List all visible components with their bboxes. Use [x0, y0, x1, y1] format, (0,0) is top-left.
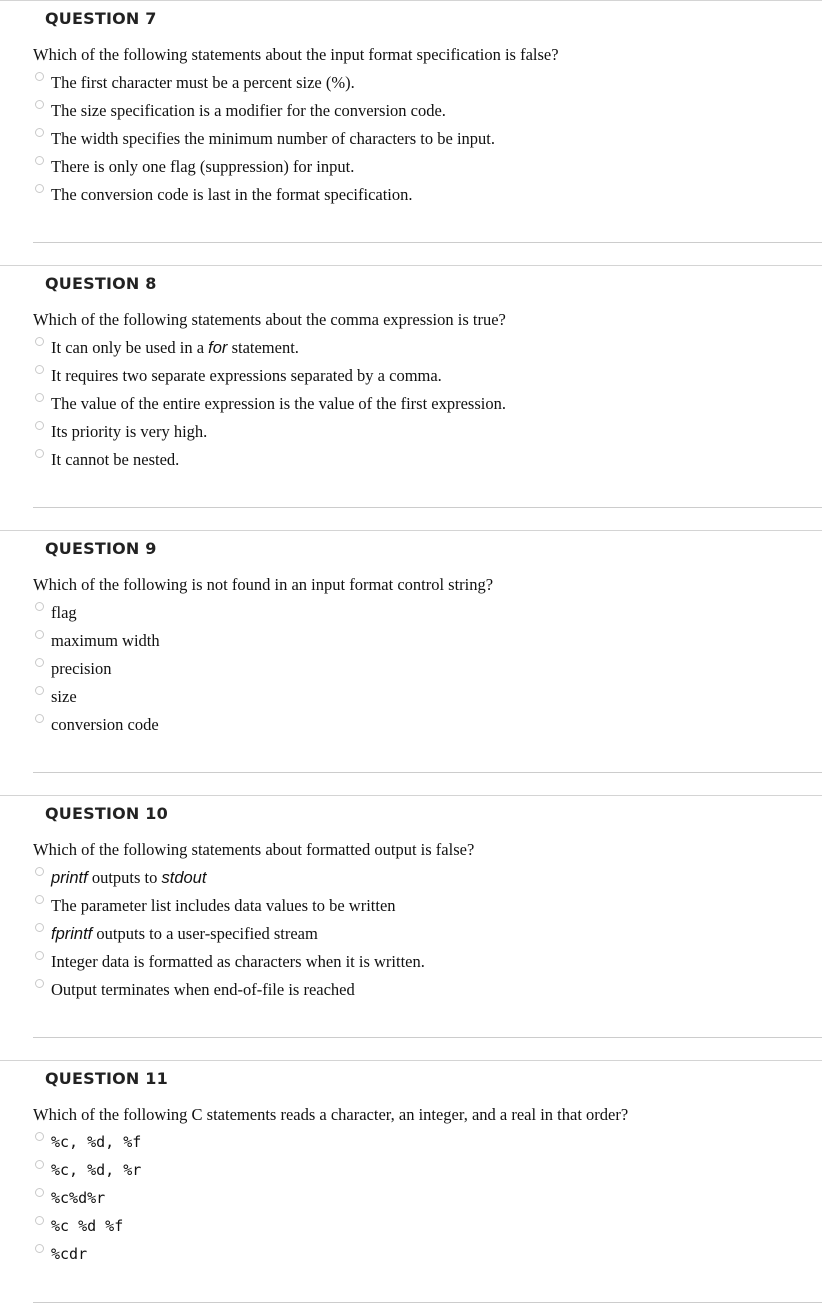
option-label: printf outputs to stdout	[51, 868, 207, 887]
option-label: %c, %d, %f	[51, 1133, 142, 1151]
question-8	[0, 265, 822, 530]
option-label: flag	[51, 603, 77, 622]
option-label: maximum width	[51, 631, 160, 650]
question-11	[0, 1060, 822, 1314]
question-prompt: Which of the following statements about formatted output is false?	[33, 840, 475, 859]
answer-option-2[interactable]	[33, 630, 793, 654]
radio-button[interactable]	[35, 658, 44, 667]
radio-button[interactable]	[35, 630, 44, 639]
question-10	[0, 795, 822, 1060]
answer-option-3[interactable]	[33, 1188, 793, 1212]
question-header: QUESTION 10	[45, 804, 168, 823]
answer-option-5[interactable]	[33, 449, 793, 473]
radio-button[interactable]	[35, 602, 44, 611]
radio-button[interactable]	[35, 421, 44, 430]
option-label: The first character must be a percent size (%).	[51, 73, 355, 92]
option-label: %c, %d, %r	[51, 1161, 142, 1179]
option-label: The width specifies the minimum number of characters to be input.	[51, 129, 496, 148]
question-divider-bottom	[33, 1037, 822, 1038]
answer-option-2[interactable]	[33, 895, 793, 919]
option-label: precision	[51, 659, 112, 678]
option-label: fprintf outputs to a user-specified stream	[51, 924, 318, 943]
option-label: The size specification is a modifier for the conversion code.	[51, 101, 446, 120]
radio-button[interactable]	[35, 714, 44, 723]
radio-button[interactable]	[35, 1132, 44, 1141]
radio-button[interactable]	[35, 337, 44, 346]
answer-option-1[interactable]	[33, 337, 793, 361]
option-label: The parameter list includes data values to be written	[51, 896, 396, 915]
radio-button[interactable]	[35, 100, 44, 109]
radio-button[interactable]	[35, 128, 44, 137]
option-label: %c%d%r	[51, 1189, 106, 1207]
option-label: It cannot be nested.	[51, 450, 180, 469]
option-label: Output terminates when end-of-file is reached	[51, 980, 355, 999]
radio-button[interactable]	[35, 686, 44, 695]
answer-option-2[interactable]	[33, 1160, 793, 1184]
question-9	[0, 530, 822, 795]
question-divider-top	[0, 0, 822, 1]
answer-option-1[interactable]	[33, 1132, 793, 1156]
answer-option-2[interactable]	[33, 100, 793, 124]
answer-option-5[interactable]	[33, 184, 793, 208]
answer-option-3[interactable]	[33, 923, 793, 947]
radio-button[interactable]	[35, 1160, 44, 1169]
answer-option-4[interactable]	[33, 1216, 793, 1240]
answer-option-5[interactable]	[33, 1244, 793, 1268]
question-divider-bottom	[33, 1302, 822, 1303]
question-divider-bottom	[33, 242, 822, 243]
question-divider-top	[0, 795, 822, 796]
radio-button[interactable]	[35, 449, 44, 458]
radio-button[interactable]	[35, 1244, 44, 1253]
answer-option-3[interactable]	[33, 128, 793, 152]
option-label: %cdr	[51, 1245, 88, 1263]
question-divider-bottom	[33, 772, 822, 773]
question-divider-top	[0, 265, 822, 266]
question-prompt: Which of the following C statements reads a character, an integer, and a real in that order?	[33, 1105, 629, 1124]
question-prompt: Which of the following is not found in an input format control string?	[33, 575, 494, 594]
question-divider-top	[0, 530, 822, 531]
radio-button[interactable]	[35, 1188, 44, 1197]
question-prompt: Which of the following statements about the comma expression is true?	[33, 310, 506, 329]
radio-button[interactable]	[35, 951, 44, 960]
question-header: QUESTION 9	[45, 539, 157, 558]
radio-button[interactable]	[35, 393, 44, 402]
question-7	[0, 0, 822, 265]
question-prompt: Which of the following statements about the input format specification is false?	[33, 45, 559, 64]
answer-option-4[interactable]	[33, 686, 793, 710]
answer-option-2[interactable]	[33, 365, 793, 389]
radio-button[interactable]	[35, 365, 44, 374]
answer-option-5[interactable]	[33, 979, 793, 1003]
option-label: Integer data is formatted as characters when it is written.	[51, 952, 425, 971]
option-label: The conversion code is last in the format specification.	[51, 185, 413, 204]
radio-button[interactable]	[35, 1216, 44, 1225]
question-divider-bottom	[33, 507, 822, 508]
answer-option-1[interactable]	[33, 867, 793, 891]
radio-button[interactable]	[35, 72, 44, 81]
answer-option-5[interactable]	[33, 714, 793, 738]
option-label: It can only be used in a for statement.	[51, 338, 299, 357]
answer-option-1[interactable]	[33, 72, 793, 96]
answer-option-4[interactable]	[33, 421, 793, 445]
question-header: QUESTION 7	[45, 9, 157, 28]
question-divider-top	[0, 1060, 822, 1061]
option-label: conversion code	[51, 715, 159, 734]
radio-button[interactable]	[35, 923, 44, 932]
radio-button[interactable]	[35, 184, 44, 193]
radio-button[interactable]	[35, 979, 44, 988]
radio-button[interactable]	[35, 156, 44, 165]
option-label: Its priority is very high.	[51, 422, 208, 441]
option-label: It requires two separate expressions separated by a comma.	[51, 366, 442, 385]
answer-option-3[interactable]	[33, 658, 793, 682]
option-label: size	[51, 687, 77, 706]
radio-button[interactable]	[35, 895, 44, 904]
answer-option-1[interactable]	[33, 602, 793, 626]
question-header: QUESTION 11	[45, 1069, 168, 1088]
radio-button[interactable]	[35, 867, 44, 876]
answer-option-4[interactable]	[33, 156, 793, 180]
answer-option-3[interactable]	[33, 393, 793, 417]
option-label: The value of the entire expression is the value of the first expression.	[51, 394, 506, 413]
option-label: There is only one flag (suppression) for input.	[51, 157, 355, 176]
option-label: %c %d %f	[51, 1217, 124, 1235]
answer-option-4[interactable]	[33, 951, 793, 975]
question-header: QUESTION 8	[45, 274, 157, 293]
